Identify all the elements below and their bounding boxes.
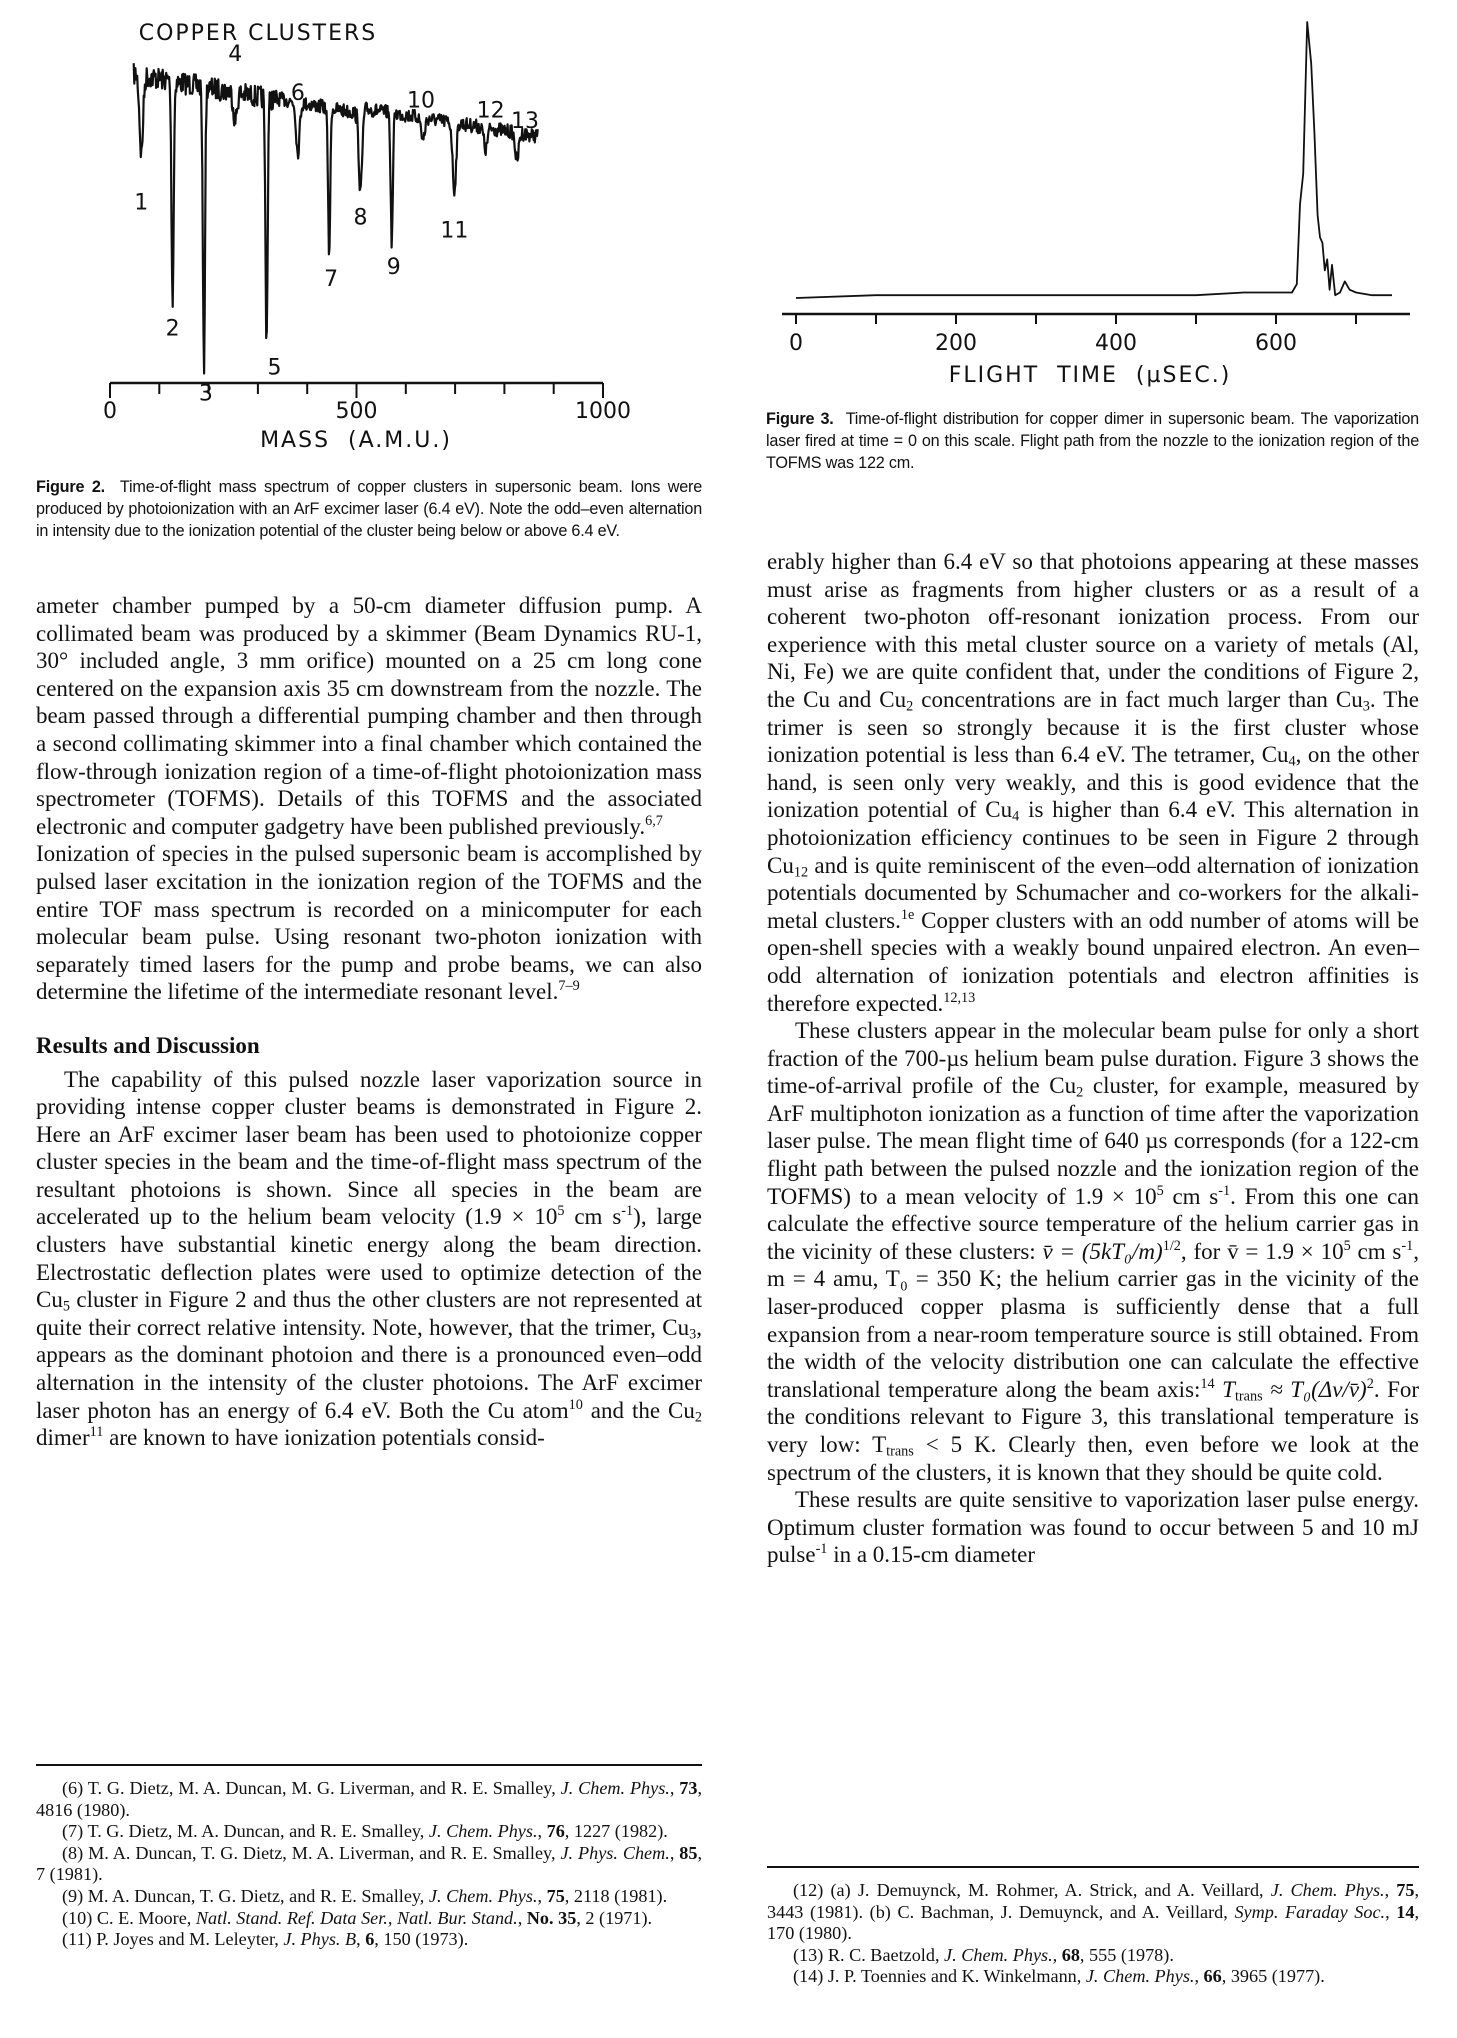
right-references bbox=[767, 1880, 1419, 1988]
right-column-body bbox=[767, 548, 1419, 1569]
reference-number: (12) bbox=[793, 1880, 831, 1900]
reference-volume: 85 bbox=[679, 1842, 698, 1863]
reference-journal: J. Chem. Phys. bbox=[428, 1885, 538, 1906]
peak-label-11: 11 bbox=[440, 218, 469, 244]
figure-2-caption bbox=[36, 476, 702, 542]
peak-label-9: 9 bbox=[386, 255, 401, 281]
text: , 7 (1981). bbox=[36, 1842, 703, 1885]
reference-authors: J. P. Toennies and K. Winkelmann, bbox=[827, 1966, 1086, 1987]
peak-label-12: 12 bbox=[476, 98, 505, 124]
figure-2-caption-text: Time-of-flight mass spectrum of copper clusters in supersonic beam. Ions were produced by photoionization with an ArF excimer laser (6.4 eV). Note the odd–even alternation in intensity due to the ionization potential of the cluster being below or above 6.4 eV. bbox=[36, 478, 703, 540]
reference-item bbox=[36, 1821, 702, 1843]
reference-journal: Natl. Stand. Ref. Data Ser., Natl. Bur. Stand. bbox=[195, 1907, 518, 1928]
text: , 170 (1980). bbox=[767, 1901, 1419, 1944]
citation: 7–9 bbox=[558, 978, 580, 995]
paragraph-laser-energy: These results are quite sensitive to vaporization laser pulse energy. Optimum cluster formation was found to occur between 5 and 10 mJ pulse$^{-1}$ in a 0.15-cm diameter bbox=[767, 1487, 1419, 1568]
mass-tick-label-500: 500 bbox=[335, 399, 378, 424]
paragraph-ionization-potentials: erably higher than 6.4 eV so that photoions appearing at these masses must arise as fragments from higher clusters or as a result of a coherent two-photon off-resonant ionization process. From our experience with this metal cluster source on a variety of metals (Al, Ni, Fe) we are quite confident that, under the conditions of Figure 2, the Cu and $Cu_2$ concentrations are in fact much larger than $Cu_3$. The trimer is seen so strongly because it is the first cluster whose ionization potential is less than 6.4 eV. The tetramer, $Cu_4$, on the other hand, is seen only very weakly, and this is good evidence that the ionization potential of $Cu_4$ is higher than 6.4 eV. This alternation in photoionization efficiency continues to be seen in Figure 2 through $Cu_{12}$ and is quite reminiscent of the even–odd alternation of ionization potentials documented by Schumacher and co-workers for the alkali-metal clusters.$^{1e}$ Copper clusters with an odd number of atoms will be open-shell species with a weakly bound unpaired electron. An even–odd alternation of ionization potentials and electron affinities is therefore expected.$^{12,13}$ bbox=[767, 549, 1420, 1016]
reference-volume: 68 bbox=[1061, 1944, 1080, 1965]
left-column-body bbox=[36, 592, 702, 1452]
figure-3-caption-label: Figure 3. bbox=[766, 410, 834, 428]
reference-item bbox=[36, 1843, 702, 1886]
reference-authors: C. E. Moore, bbox=[96, 1907, 196, 1928]
paragraph-ionization: Ionization of species in the pulsed supersonic beam is accomplished by pulsed laser excitation in the ionization region of the TOFMS and the entire TOF mass spectrum is recorded on a minicomputer for each molecular beam pulse. Using resonant two-photon ionization with separately timed lasers for the pump and probe beams, we can also determine the lifetime of the intermediate resonant level.$^{7-9}$ bbox=[36, 841, 702, 1005]
reference-item bbox=[36, 1908, 702, 1930]
peak-label-4: 4 bbox=[228, 42, 243, 68]
reference-item bbox=[767, 1880, 1419, 1945]
time-tick-label-200: 200 bbox=[935, 331, 977, 356]
reference-journal: J. Chem. Phys. bbox=[560, 1778, 670, 1798]
peak-label-3: 3 bbox=[198, 381, 213, 407]
reference-journal: J. Chem. Phys. bbox=[1270, 1880, 1385, 1900]
citation: 6,7 bbox=[645, 812, 663, 829]
reference-authors: T. G. Dietz, M. A. Duncan, M. G. Liverman, and R. E. Smalley, bbox=[87, 1778, 561, 1798]
peak-label-6: 6 bbox=[290, 80, 305, 106]
text: , 555 (1978). bbox=[1079, 1944, 1174, 1965]
paragraph-apparatus: ameter chamber pumped by a 50-cm diameter diffusion pump. A collimated beam was produced by a skimmer (Beam Dynamics RU-1, 30° included angle, 3 mm orifice) mounted on a 25 cm long cone centered on the expansion axis 35 cm downstream from the nozzle. The beam passed through a differential pumping chamber and then through a second collimating skimmer into a final chamber which contained the flow-through ionization region of a time-of-flight photoionization mass spectrometer (TOFMS). Details of this TOFMS and the associated electronic and computer gadgetry have been published previously.$^{6,7}$ bbox=[36, 593, 702, 839]
reference-volume: 6 bbox=[365, 1929, 375, 1950]
footnote-divider-right bbox=[767, 1866, 1419, 1868]
reference-authors: T. G. Dietz, M. A. Duncan, and R. E. Smalley, bbox=[87, 1821, 429, 1842]
section-heading-results: Results and Discussion bbox=[36, 1032, 260, 1058]
citation: 1e bbox=[900, 906, 915, 923]
text: , 3443 (1981). (b) C. Bachman, J. Demuynck, and A. Veillard, bbox=[767, 1880, 1420, 1922]
reference-item bbox=[36, 1929, 702, 1951]
time-tick-label-400: 400 bbox=[1095, 331, 1137, 356]
figure-2-caption-label: Figure 2. bbox=[36, 478, 105, 496]
figure-2-title: COPPER CLUSTERS bbox=[138, 21, 378, 46]
reference-volume: 66 bbox=[1203, 1966, 1222, 1987]
reference-authors: M. A. Duncan, T. G. Dietz, M. A. Liverman, and R. E. Smalley, bbox=[88, 1842, 561, 1863]
reference-number: (9) bbox=[62, 1885, 88, 1906]
reference-volume: 73 bbox=[679, 1778, 698, 1798]
citation: 11 bbox=[89, 1424, 104, 1441]
reference-item bbox=[36, 1778, 702, 1821]
reference-journal: J. Phys. Chem. bbox=[560, 1842, 670, 1863]
text: , 1227 (1982). bbox=[564, 1821, 668, 1842]
text: , bbox=[1384, 1880, 1397, 1900]
time-tick-label-0: 0 bbox=[789, 331, 803, 356]
reference-number: (8) bbox=[62, 1842, 89, 1863]
figure-3-caption bbox=[766, 408, 1419, 474]
text: , bbox=[517, 1907, 527, 1928]
peak-label-8: 8 bbox=[353, 205, 368, 231]
reference-item bbox=[767, 1945, 1419, 1967]
time-axis-label: FLIGHT TIME (µSEC.) bbox=[948, 363, 1232, 388]
reference-authors: R. C. Baetzold, bbox=[827, 1944, 945, 1965]
reference-volume: 76 bbox=[546, 1821, 565, 1842]
text: , 150 (1973). bbox=[374, 1929, 469, 1950]
reference-journal: J. Phys. B bbox=[283, 1929, 357, 1950]
reference-number: (6) bbox=[62, 1778, 88, 1798]
reference-item bbox=[36, 1886, 702, 1908]
peak-label-1: 1 bbox=[134, 190, 149, 216]
flight-time-trace bbox=[796, 22, 1392, 298]
text: , bbox=[1385, 1901, 1397, 1922]
citation: 10 bbox=[568, 1396, 583, 1413]
reference-journal: J. Chem. Phys. bbox=[1085, 1966, 1195, 1987]
reference-journal: J. Chem. Phys. bbox=[428, 1821, 538, 1842]
reference-number: (13) bbox=[793, 1944, 828, 1965]
reference-authors: M. A. Duncan, T. G. Dietz, and R. E. Smalley, bbox=[87, 1885, 429, 1906]
reference-volume: 75 bbox=[1396, 1880, 1415, 1900]
peak-label-5: 5 bbox=[267, 355, 282, 381]
text: , 3965 (1977). bbox=[1221, 1966, 1325, 1987]
figure-3-caption-text: Time-of-flight distribution for copper dimer in supersonic beam. The vaporization laser fired at time = 0 on this scale. Flight path from the nozzle to the ionization region of the TOFMS was 122 cm. bbox=[766, 410, 1419, 472]
text: , 2118 (1981). bbox=[564, 1885, 668, 1906]
mass-axis-label: MASS (A.M.U.) bbox=[260, 428, 452, 453]
reference-number: (11) bbox=[62, 1929, 97, 1950]
reference-number: (14) bbox=[793, 1966, 828, 1987]
reference-authors: P. Joyes and M. Leleyter, bbox=[96, 1929, 284, 1950]
citation: 12,13 bbox=[943, 989, 976, 1006]
reference-volume: 14 bbox=[1396, 1901, 1415, 1922]
text: , bbox=[1194, 1966, 1204, 1987]
reference-number: (10) bbox=[62, 1907, 97, 1928]
reference-volume: 75 bbox=[546, 1885, 565, 1906]
text: , 2 (1971). bbox=[576, 1907, 653, 1928]
figure-3-chart bbox=[0, 0, 1457, 400]
text: , bbox=[537, 1885, 547, 1906]
reference-number: (7) bbox=[62, 1821, 88, 1842]
peak-label-7: 7 bbox=[324, 266, 339, 292]
mass-tick-label-1000: 1000 bbox=[575, 399, 631, 424]
mass-tick-label-0: 0 bbox=[103, 399, 117, 424]
paragraph-capability: The capability of this pulsed nozzle laser vaporization source in providing intense copper cluster beams is demonstrated in Figure 2. Here an ArF excimer laser beam has been used to photoionize copper cluster species in the beam and the time-of-flight mass spectrum of the resultant photoions is shown. Since all species in the beam are accelerated up to the helium beam velocity ($1.9 \times 10^5$ cm $s^{-1}$), large clusters have substantial kinetic energy along the beam direction. Electrostatic deflection plates were used to optimize detection of the $Cu_5$ cluster in Figure 2 and thus the other clusters are not represented at quite their correct relative intensity. Note, however, that the trimer, $Cu_3$, appears as the dominant photoion and there is a pronounced even–odd alternation in the intensity of the cluster photoions. The ArF excimer laser photon has an energy of 6.4 eV. Both the Cu atom$^{10}$ and the $Cu_2$ dimer$^{11}$ are known to have ionization potentials consid- bbox=[36, 1066, 702, 1451]
peak-label-13: 13 bbox=[510, 108, 539, 134]
formula: v̄ = (5kT₀/m) bbox=[1042, 1238, 1163, 1264]
paragraph-time-of-arrival: These clusters appear in the molecular beam pulse for only a short fraction of the 700-µs helium beam pulse duration. Figure 3 shows the time-of-arrival profile of the $Cu_2$ cluster, for example, measured by ArF multiphoton ionization as a function of time after the vaporization laser pulse. The mean flight time of 640 µs corresponds (for a 122-cm flight path between the pulsed nozzle and the ionization region of the TOFMS) to a mean velocity of $1.9 \times 10^5$ cm $s^{-1}$. From this one can calculate the effective source temperature of the helium carrier gas in the vicinity of these clusters: v̄ = $(5kT_0/m)^{1/2}$, for v̄ = $1.9 \times 10^5$ cm $s^{-1}$, m = 4 amu, T₀ = 350 K; the helium carrier gas in the vicinity of the laser-produced copper plasma is sufficiently dense that a full expansion from a near-room temperature source is still obtained. From the width of the velocity distribution one can calculate the effective translational temperature along the beam axis:$^{14}$ $T_{trans}$ ≈ T₀(Δv/v̄)$^2$. For the conditions relevant to Figure 3, this translational temperature is very low: $T_{trans} < 5$ K. Clearly then, even before we look at the spectrum of the clusters, it is known that they should be quite cold. bbox=[767, 1018, 1420, 1485]
text: , bbox=[1052, 1944, 1062, 1965]
reference-authors: (a) J. Demuynck, M. Rohmer, A. Strick, and A. Veillard, bbox=[830, 1880, 1271, 1900]
reference-journal: Symp. Faraday Soc. bbox=[1234, 1901, 1386, 1922]
peak-label-10: 10 bbox=[407, 88, 436, 114]
reference-volume: No. 35 bbox=[526, 1907, 577, 1928]
text: , 4816 (1980). bbox=[36, 1778, 703, 1820]
reference-journal: J. Chem. Phys. bbox=[944, 1944, 1053, 1965]
text: , bbox=[669, 1778, 680, 1798]
left-references bbox=[36, 1778, 702, 1951]
time-tick-label-600: 600 bbox=[1255, 331, 1297, 356]
footnote-divider-left bbox=[36, 1764, 702, 1766]
reference-item bbox=[767, 1966, 1419, 1988]
citation: 14 bbox=[1200, 1375, 1215, 1392]
text: , bbox=[537, 1821, 547, 1842]
peak-label-2: 2 bbox=[165, 316, 180, 342]
text: , bbox=[356, 1929, 366, 1950]
text: , bbox=[669, 1842, 680, 1863]
